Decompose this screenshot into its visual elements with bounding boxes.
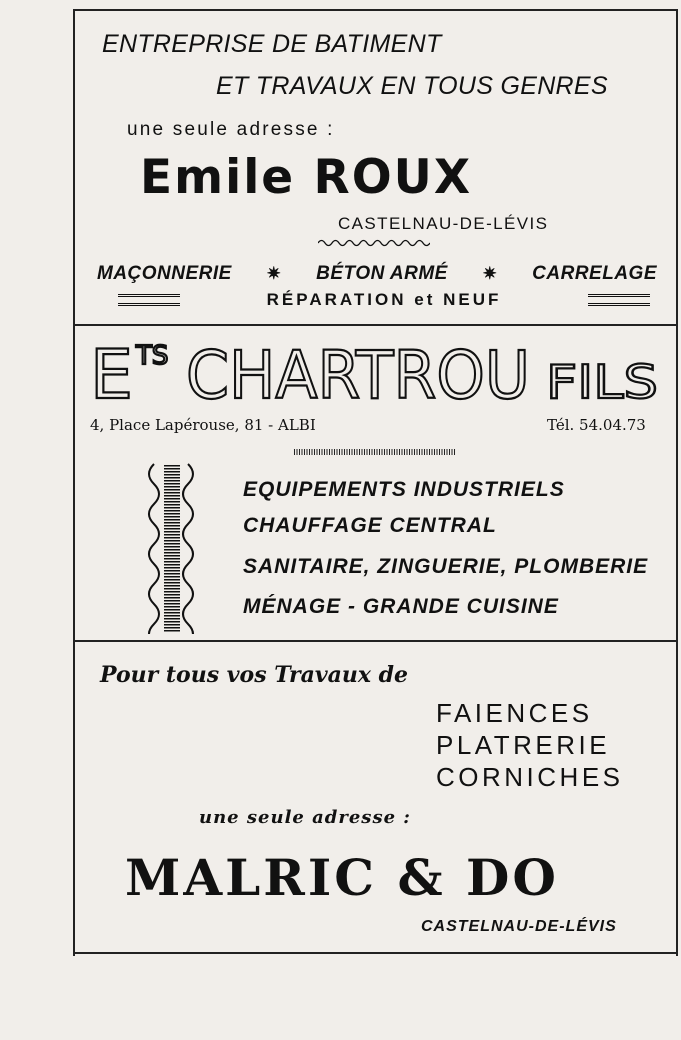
chartrou-item: MÉNAGE - GRANDE CUISINE bbox=[243, 595, 559, 618]
chartrou-title bbox=[90, 332, 662, 415]
title-suffix: FILS bbox=[546, 355, 658, 409]
divider-1 bbox=[73, 324, 676, 326]
title-sup: TS bbox=[136, 341, 169, 371]
chartrou-item: EQUIPEMENTS INDUSTRIELS bbox=[243, 478, 565, 501]
roux-repair-line bbox=[118, 290, 650, 310]
repair-text: RÉPARATION et NEUF bbox=[266, 290, 502, 309]
dotted-rule bbox=[294, 449, 456, 455]
wavy-column-ornament-icon bbox=[144, 462, 200, 634]
trade-maconnerie: MAÇONNERIE bbox=[97, 263, 232, 284]
malric-item: FAIENCES bbox=[436, 698, 593, 728]
malric-company-name: MALRIC & DO bbox=[125, 848, 559, 907]
wavy-ornament-icon bbox=[318, 238, 430, 248]
roux-address-line: une seule adresse : bbox=[127, 119, 335, 140]
divider-2 bbox=[73, 640, 676, 642]
malric-address-line: une seule adresse : bbox=[199, 807, 411, 828]
roux-trades bbox=[97, 263, 657, 285]
chartrou-address: 4, Place Lapérouse, 81 - ALBI bbox=[90, 416, 316, 434]
star-icon: ✷ bbox=[482, 264, 498, 283]
malric-item: PLATRERIE bbox=[436, 730, 611, 760]
chartrou-item: SANITAIRE, ZINGUERIE, PLOMBERIE bbox=[243, 555, 649, 578]
double-bar-ornament-icon bbox=[118, 294, 180, 306]
malric-intro: Pour tous vos Travaux de bbox=[100, 662, 409, 688]
roux-headline-1: ENTREPRISE DE BATIMENT bbox=[102, 30, 442, 58]
trade-beton-arme: BÉTON ARMÉ bbox=[316, 263, 448, 284]
title-prefix: E bbox=[90, 336, 133, 415]
malric-item: CORNICHES bbox=[436, 762, 624, 792]
chartrou-item: CHAUFFAGE CENTRAL bbox=[243, 514, 497, 537]
star-icon: ✷ bbox=[266, 264, 282, 283]
chartrou-phone: Tél. 54.04.73 bbox=[547, 416, 646, 434]
double-bar-ornament-icon bbox=[588, 294, 650, 306]
divider-bottom bbox=[73, 952, 676, 954]
title-main: CHARTROU bbox=[186, 337, 530, 414]
malric-city: CASTELNAU-DE-LÉVIS bbox=[421, 918, 617, 935]
roux-headline-2: ET TRAVAUX EN TOUS GENRES bbox=[216, 72, 608, 100]
roux-city: CASTELNAU-DE-LÉVIS bbox=[338, 214, 549, 233]
roux-company-name: Emile ROUX bbox=[140, 150, 473, 205]
trade-carrelage: CARRELAGE bbox=[532, 263, 657, 284]
